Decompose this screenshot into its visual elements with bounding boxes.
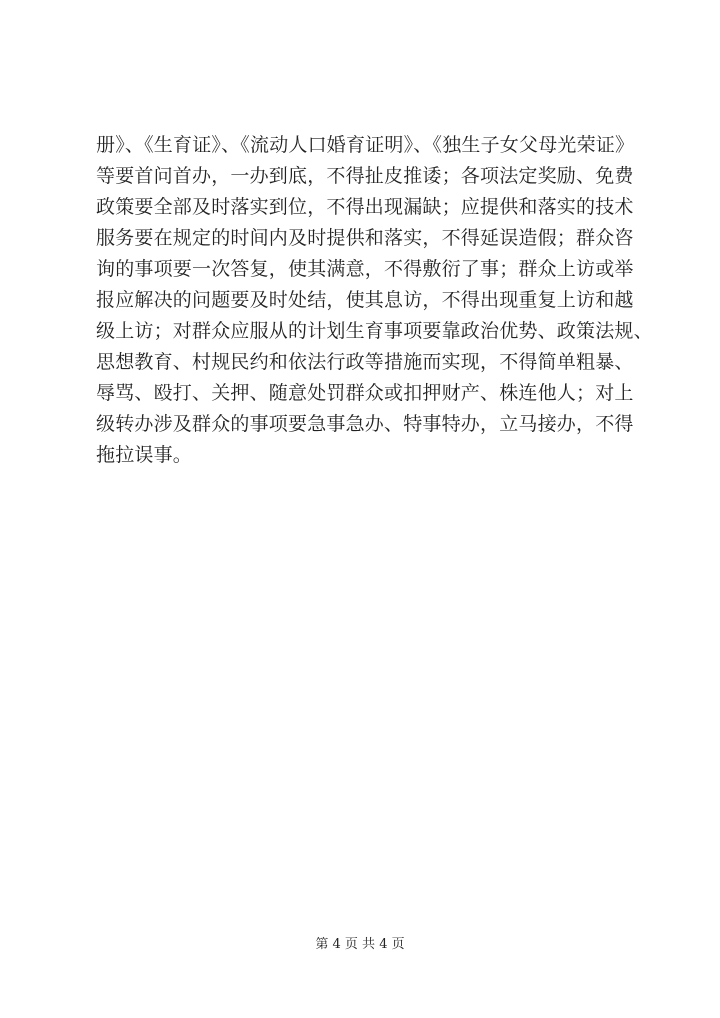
paragraph-line-9: 辱骂、殴打、关押、随意处罚群众或扣押财产、株连他人；对上 [96, 382, 634, 404]
paragraph-line-11: 拖拉误事。 [96, 444, 193, 466]
paragraph-line-4: 服务要在规定的时间内及时提供和落实，不得延误造假；群众咨 [96, 227, 634, 249]
paragraph-line-8: 思想教育、村规民约和依法行政等措施而实现，不得简单粗暴、 [96, 351, 634, 373]
paragraph-line-7: 级上访；对群众应服从的计划生育事项要靠政治优势、政策法规、 [96, 320, 653, 342]
page-number-footer: 第 4 页 共 4 页 [315, 937, 405, 952]
paragraph-line-3: 政策要全部及时落实到位，不得出现漏缺；应提供和落实的技术 [96, 196, 634, 218]
paragraph-line-10: 级转办涉及群众的事项要急事急办、特事特办，立马接办，不得 [96, 413, 634, 435]
paragraph-line-2: 等要首问首办，一办到底，不得扯皮推诿；各项法定奖励、免费 [96, 165, 634, 187]
paragraph-line-1: 册》、《生育证》、《流动人口婚育证明》、《独生子女父母光荣证》 [96, 134, 635, 156]
body-paragraph [96, 130, 656, 471]
paragraph-line-6: 报应解决的问题要及时处结，使其息访，不得出现重复上访和越 [96, 289, 634, 311]
paragraph-line-5: 询的事项要一次答复，使其满意，不得敷衍了事；群众上访或举 [96, 258, 634, 280]
